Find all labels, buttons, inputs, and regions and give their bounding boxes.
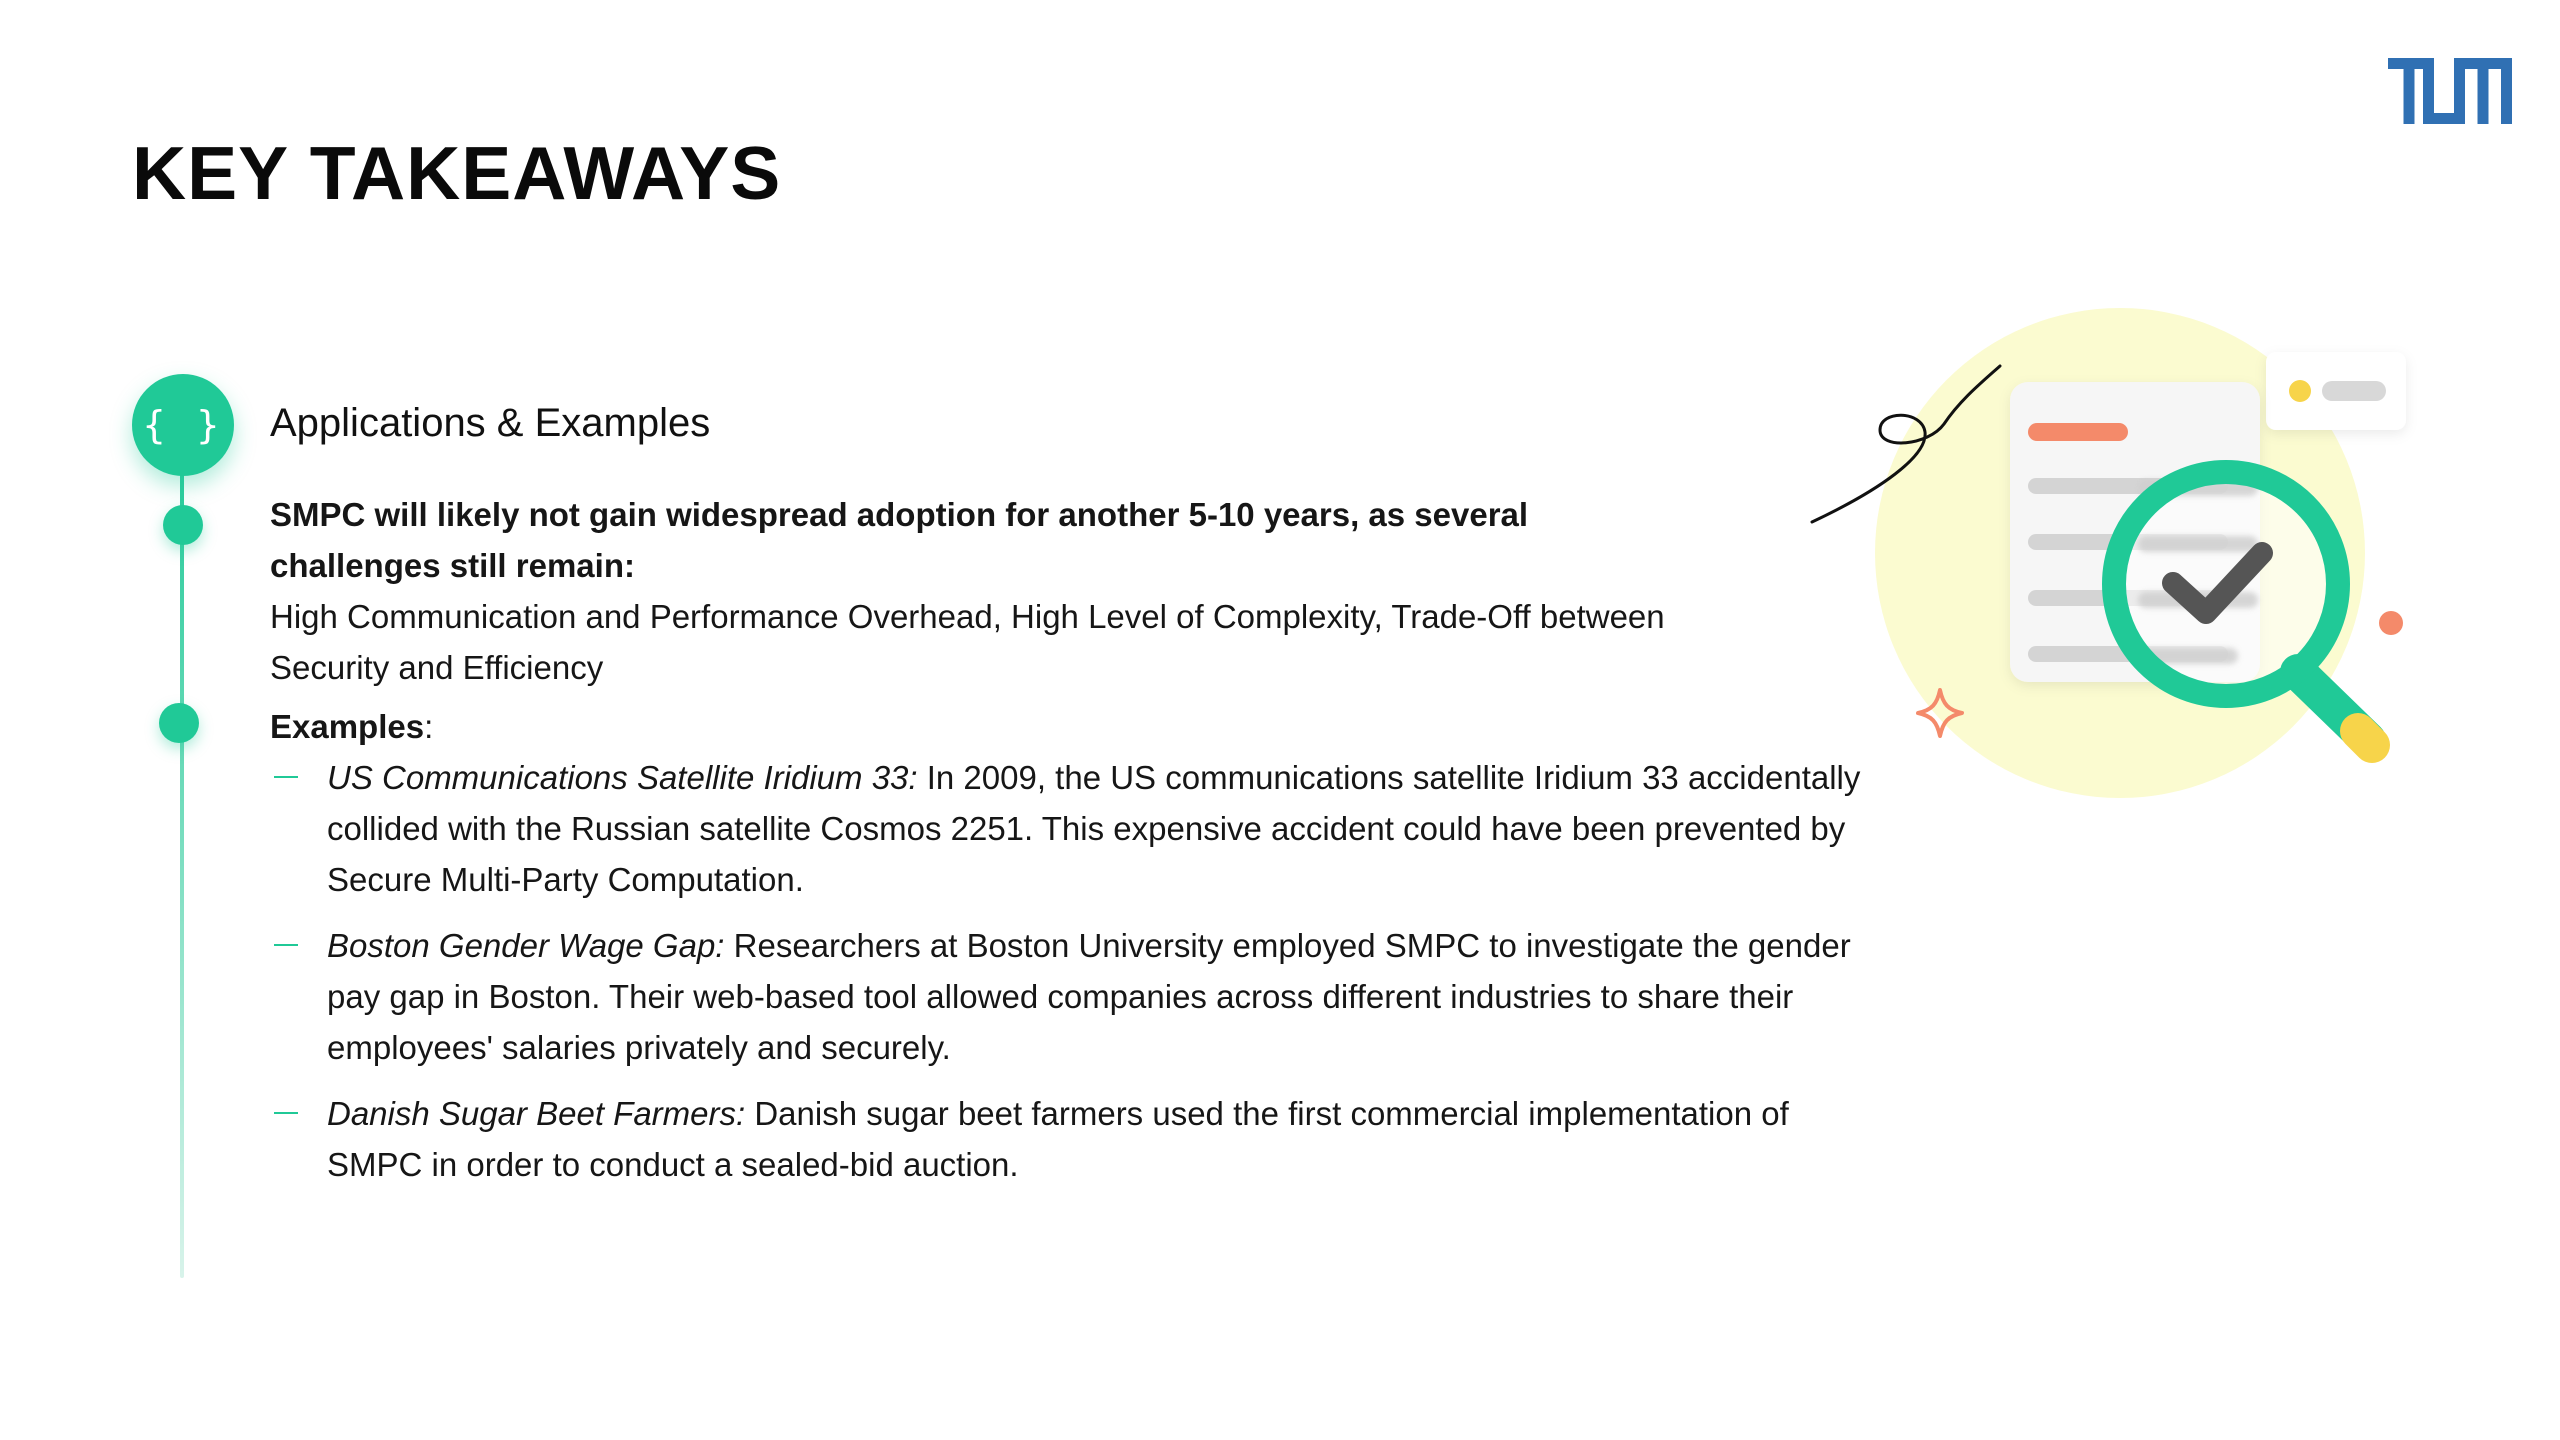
timeline-dot — [159, 703, 199, 743]
examples-label-text: Examples — [270, 708, 425, 745]
section-content — [270, 489, 1861, 1190]
dash-bullet-icon — [274, 776, 298, 778]
example-text: Researchers at Boston University employed SMPC to investigate the gender pay gap in Boston. Their web-based tool allowed companies across different industries to share their employees' salaries privately and securely. — [327, 927, 1851, 1066]
curly-braces-icon: { } — [132, 374, 234, 476]
examples-list — [270, 752, 1861, 1190]
example-title: US Communications Satellite Iridium 33: — [327, 759, 918, 796]
example-title: Danish Sugar Beet Farmers: — [327, 1095, 746, 1132]
challenges-text: High Communication and Performance Overhead, High Level of Complexity, Trade-Off between Security and Efficiency — [270, 598, 1665, 686]
examples-label-colon: : — [424, 708, 434, 745]
section-heading: Applications & Examples — [270, 401, 711, 445]
example-text: Danish sugar beet farmers used the first commercial implementation of SMPC in order to conduct a sealed-bid auction. — [327, 1095, 1789, 1183]
example-title: Boston Gender Wage Gap: — [327, 927, 725, 964]
slide-title: KEY TAKEAWAYS — [132, 131, 782, 215]
timeline-line — [180, 430, 184, 1278]
examples-label — [270, 701, 1830, 752]
list-item — [270, 920, 1887, 1073]
list-item — [270, 752, 1887, 905]
example-text: In 2009, the US communications satellite Iridium 33 accidentally collided with the Russian satellite Cosmos 2251. This expensive accident could have been prevented by Secure Multi-Party Computation. — [327, 759, 1861, 898]
tum-logo — [2388, 58, 2512, 124]
dash-bullet-icon — [274, 944, 298, 946]
list-item — [270, 1088, 1887, 1190]
timeline-dot — [163, 505, 203, 545]
document-magnifier-check-icon — [1810, 300, 2450, 820]
dash-bullet-icon — [274, 1112, 298, 1114]
intro-statement: SMPC will likely not gain widespread adoption for another 5-10 years, as several challenges still remain: — [270, 496, 1529, 584]
